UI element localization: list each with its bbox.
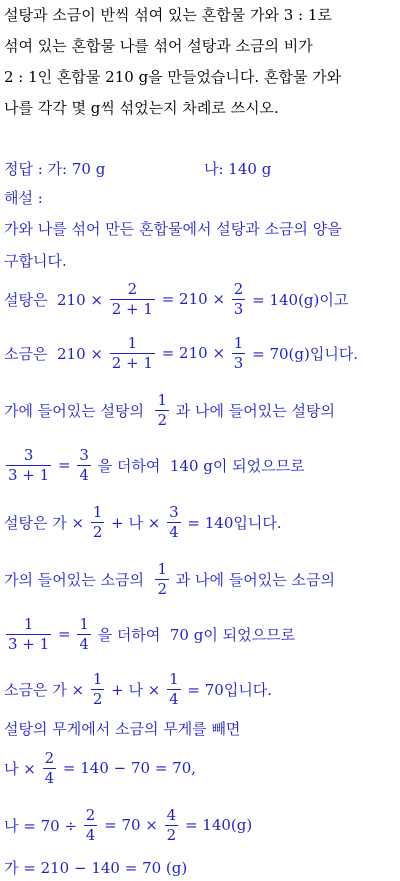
denominator: 3 [233, 299, 244, 318]
fraction [165, 806, 179, 845]
numerator: 2 [85, 805, 96, 824]
fraction [155, 391, 169, 430]
denominator: 2 + 1 [111, 353, 153, 372]
numerator: 3 [169, 502, 179, 521]
text: = 140 − 70 = 70, [58, 759, 197, 777]
numerator: 1 [79, 614, 89, 633]
text: = 210 × [156, 290, 230, 308]
denominator: 4 [169, 522, 179, 541]
text: = 70입니다. [182, 680, 273, 699]
question-line: 섞여 있는 혼합물 나를 섞어 설탕과 소금의 비가 [4, 37, 313, 55]
denominator: 3 + 1 [8, 465, 50, 484]
text: = 70(g)입니다. [247, 344, 359, 363]
numerator: 1 [157, 390, 168, 409]
text: = [53, 625, 76, 643]
salt-ratio-text [4, 554, 335, 604]
fraction [77, 615, 91, 654]
fraction [91, 670, 105, 709]
difference-text: 설탕의 무게에서 소금의 무게를 빼면 [4, 720, 241, 738]
fraction [167, 670, 181, 709]
numerator: 1 [169, 669, 179, 688]
text: 설탕은 가 × [4, 513, 89, 532]
denominator: 4 [85, 825, 96, 844]
sugar-ratio-fraction [4, 440, 305, 490]
text: + 나 × [106, 513, 166, 532]
numerator: 1 [23, 614, 34, 633]
text: = [53, 456, 76, 474]
fraction [84, 806, 98, 845]
fraction [77, 446, 91, 485]
numerator: 1 [127, 333, 138, 352]
text: 을 더하여 140 g이 되었으므로 [92, 456, 305, 475]
denominator: 4 [79, 465, 89, 484]
fraction [6, 446, 51, 485]
numerator: 4 [166, 805, 177, 824]
question-line: 2 : 1인 혼합물 210 g을 만들었습니다. 혼합물 가와 [4, 68, 342, 86]
sugar-calculation [4, 274, 348, 324]
text: 을 더하여 70 g이 되었으므로 [92, 625, 296, 644]
text: 설탕은 210 × [4, 290, 108, 309]
denominator: 4 [169, 689, 179, 708]
text: 나 × [4, 759, 41, 778]
ga-equation: 가 = 210 − 140 = 70 (g) [4, 859, 188, 877]
sugar-ratio-text [4, 385, 335, 435]
denominator: 2 [92, 522, 103, 541]
explanation-label: 해설 : [4, 189, 43, 207]
answer-label: 정답 : 가: 70 g [4, 160, 106, 178]
numerator: 1 [92, 502, 103, 521]
text: 가의 들어있는 소금의 [4, 570, 154, 589]
question-line: 나를 각각 몇 g씩 섞었는지 차례로 쓰시오. [4, 99, 279, 117]
numerator: 1 [92, 669, 103, 688]
fraction [110, 334, 155, 373]
fraction [232, 280, 246, 319]
difference-equation [4, 743, 196, 793]
na-equation [4, 800, 252, 850]
text: 나 = 70 ÷ [4, 816, 82, 835]
denominator: 4 [79, 634, 89, 653]
denominator: 3 [233, 353, 244, 372]
numerator: 2 [233, 279, 244, 298]
fraction [167, 503, 181, 542]
numerator: 2 [127, 279, 138, 298]
text: = 140(g) [180, 816, 253, 834]
fraction [91, 503, 105, 542]
explanation-intro: 구합니다. [4, 252, 67, 270]
fraction [155, 560, 169, 599]
text: = 140입니다. [182, 513, 282, 532]
fraction [6, 615, 51, 654]
fraction [232, 334, 246, 373]
fraction [110, 280, 155, 319]
denominator: 3 + 1 [8, 634, 50, 653]
denominator: 2 [166, 825, 177, 844]
text: + 나 × [106, 680, 166, 699]
text: = 210 × [156, 344, 230, 362]
numerator: 3 [23, 445, 34, 464]
text: 가에 들어있는 설탕의 [4, 401, 154, 420]
denominator: 2 + 1 [111, 299, 153, 318]
question-line: 설탕과 소금이 반씩 섞여 있는 혼합물 가와 3 : 1로 [4, 6, 332, 24]
numerator: 1 [157, 559, 168, 578]
explanation-intro: 가와 나를 섞어 만든 혼합물에서 설탕과 소금의 양을 [4, 220, 342, 238]
numerator: 3 [79, 445, 89, 464]
denominator: 4 [44, 768, 55, 787]
denominator: 2 [92, 689, 103, 708]
text: = 140(g)이고 [247, 290, 349, 309]
fraction [43, 749, 57, 788]
denominator: 2 [157, 579, 168, 598]
answer-second: 나: 140 g [204, 160, 272, 178]
salt-ratio-fraction [4, 609, 295, 659]
salt-calculation [4, 328, 358, 378]
denominator: 2 [157, 410, 168, 429]
sugar-equation [4, 497, 282, 547]
text: 소금은 가 × [4, 680, 89, 699]
text: 과 나에 들어있는 소금의 [171, 570, 336, 589]
salt-equation [4, 664, 272, 714]
text: = 70 × [99, 816, 163, 834]
numerator: 2 [44, 748, 55, 767]
numerator: 1 [233, 333, 244, 352]
question-text [4, 0, 398, 124]
text: 과 나에 들어있는 설탕의 [171, 401, 336, 420]
text: 소금은 210 × [4, 344, 108, 363]
